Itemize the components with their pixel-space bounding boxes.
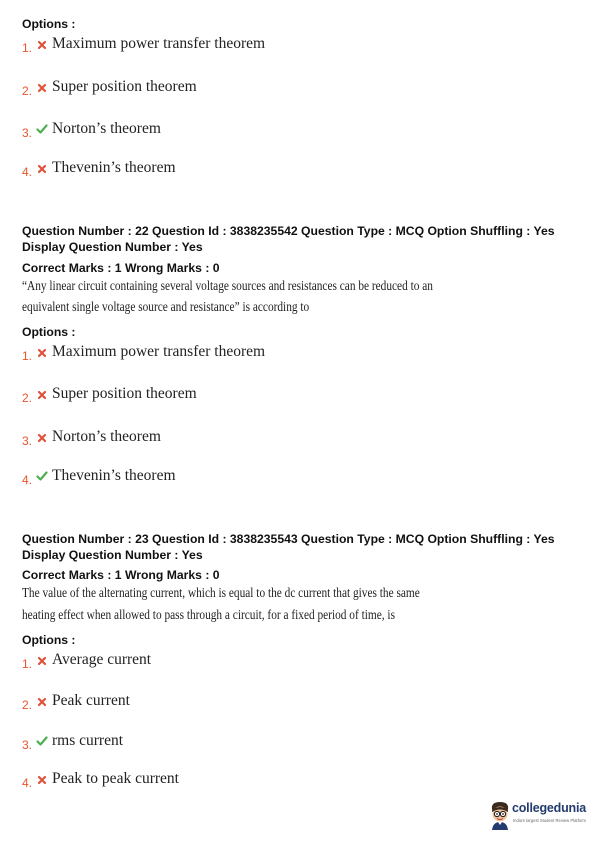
option-number: 1.: [22, 349, 33, 363]
cross-icon: [36, 346, 50, 358]
option-text: Norton’s theorem: [52, 120, 161, 137]
option-item: [22, 692, 130, 712]
option-number: 2.: [22, 391, 33, 405]
option-number: 1.: [22, 657, 33, 671]
option-text: Super position theorem: [52, 385, 197, 402]
option-text: Norton’s theorem: [52, 428, 161, 445]
cross-icon: [36, 431, 50, 443]
check-icon: [36, 123, 50, 135]
option-number: 4.: [22, 473, 33, 487]
question-text-line: heating effect when allowed to pass through a circuit, for a fixed period of time, is: [22, 607, 395, 622]
cross-icon: [36, 162, 50, 174]
option-text: Thevenin’s theorem: [52, 159, 176, 176]
option-item: [22, 770, 179, 790]
check-icon: [36, 470, 50, 482]
option-item: [22, 651, 151, 671]
mascot-icon: [488, 801, 512, 831]
option-number: 4.: [22, 165, 33, 179]
question-text-line: “Any linear circuit containing several voltage sources and resistances can be reduced to an: [22, 278, 433, 293]
question-header: Question Number : 22 Question Id : 3838235542 Question Type : MCQ Option Shuffling : Yes: [22, 224, 555, 238]
option-item: [22, 35, 265, 55]
option-number: 4.: [22, 776, 33, 790]
question-text-line: The value of the alternating current, which is equal to the dc current that gives the same: [22, 585, 420, 600]
check-icon: [36, 735, 50, 747]
cross-icon: [36, 654, 50, 666]
option-text: Average current: [52, 651, 152, 668]
option-item: [22, 732, 123, 752]
question-marks: Correct Marks : 1 Wrong Marks : 0: [22, 261, 220, 275]
collegedunia-logo: [488, 800, 590, 832]
option-item: [22, 343, 265, 363]
question-header-display: Display Question Number : Yes: [22, 240, 203, 254]
option-item: [22, 385, 197, 405]
cross-icon: [36, 38, 50, 50]
option-text: Super position theorem: [52, 78, 197, 95]
option-text: Thevenin’s theorem: [52, 467, 176, 484]
option-number: 3.: [22, 738, 33, 752]
options-label: Options :: [22, 633, 76, 647]
option-text: rms current: [52, 732, 124, 749]
option-number: 3.: [22, 434, 33, 448]
question-text-line: equivalent single voltage source and resistance” is according to: [22, 299, 310, 314]
logo-wordmark: collegedunia: [512, 801, 587, 815]
cross-icon: [36, 695, 50, 707]
option-number: 2.: [22, 698, 33, 712]
option-number: 2.: [22, 84, 33, 98]
cross-icon: [36, 773, 50, 785]
option-item: [22, 428, 161, 448]
cross-icon: [36, 81, 50, 93]
option-text: Peak to peak current: [52, 770, 179, 787]
question-header: Question Number : 23 Question Id : 3838235543 Question Type : MCQ Option Shuffling : Yes: [22, 532, 555, 546]
options-label: Options :: [22, 17, 76, 31]
option-number: 3.: [22, 126, 33, 140]
option-item: [22, 120, 161, 140]
option-item: [22, 467, 176, 487]
logo-tagline: India's largest Student Review Platform: [513, 818, 586, 823]
option-item: [22, 159, 176, 179]
option-number: 1.: [22, 41, 33, 55]
question-marks: Correct Marks : 1 Wrong Marks : 0: [22, 568, 220, 582]
option-text: Maximum power transfer theorem: [52, 343, 266, 360]
question-header-display: Display Question Number : Yes: [22, 548, 203, 562]
options-label: Options :: [22, 325, 76, 339]
option-text: Peak current: [52, 692, 130, 709]
option-text: Maximum power transfer theorem: [52, 35, 266, 52]
option-item: [22, 78, 197, 98]
cross-icon: [36, 388, 50, 400]
